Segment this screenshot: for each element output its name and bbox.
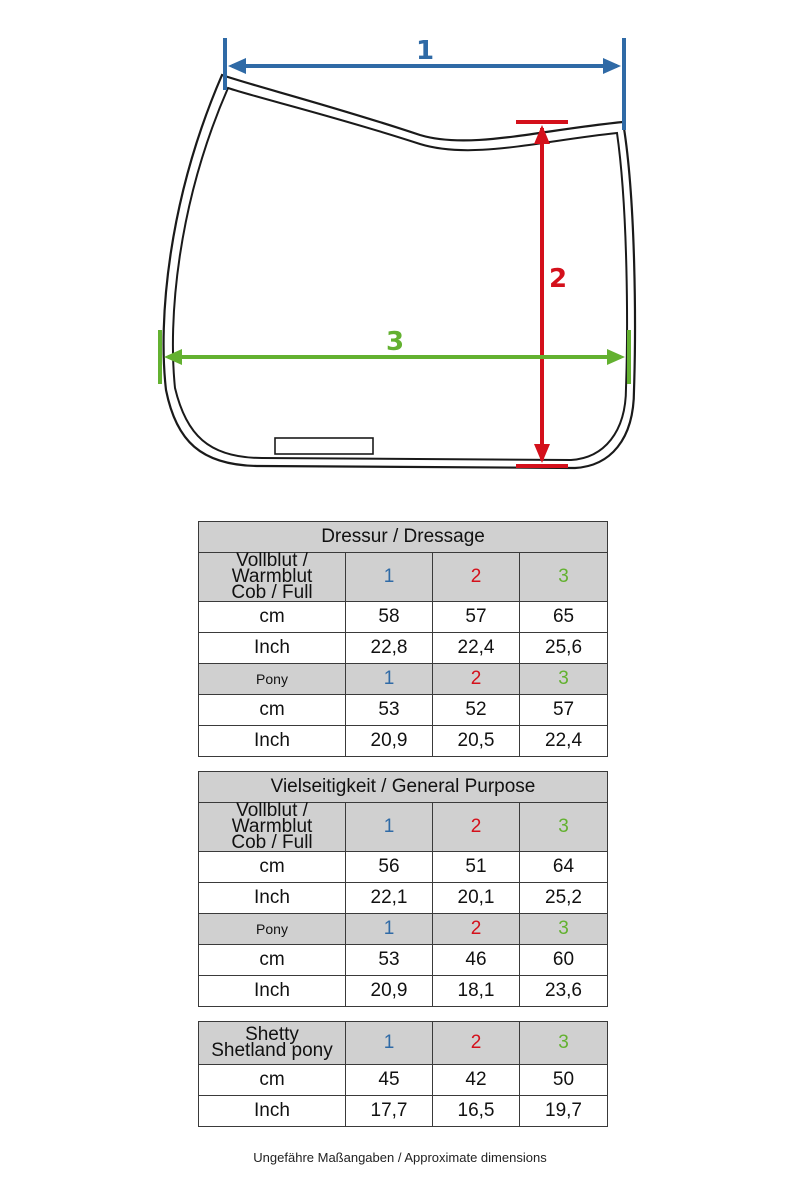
unit-cell: Inch	[199, 1096, 346, 1127]
column-header-3: 3	[520, 803, 608, 852]
value-cell: 20,1	[433, 883, 520, 914]
group-label: Shetty Shetland pony	[199, 1022, 346, 1065]
unit-cell: Inch	[199, 633, 346, 664]
unit-cell: Inch	[199, 883, 346, 914]
column-header-3: 3	[520, 664, 608, 695]
dressage-size-table	[198, 521, 608, 757]
value-cell: 53	[346, 945, 433, 976]
value-cell: 22,4	[520, 726, 608, 757]
value-cell: 16,5	[433, 1096, 520, 1127]
table-row	[199, 976, 608, 1007]
table-row	[199, 633, 608, 664]
value-cell: 64	[520, 852, 608, 883]
marker-2-label: 2	[548, 264, 568, 294]
marker-1-label: 1	[415, 36, 435, 66]
column-header-2: 2	[433, 914, 520, 945]
value-cell: 18,1	[433, 976, 520, 1007]
value-cell: 20,9	[346, 976, 433, 1007]
column-header-2: 2	[433, 664, 520, 695]
group-label: Vollblut / Warmblut Cob / Full	[199, 803, 346, 852]
column-header-1: 1	[346, 803, 433, 852]
unit-cell: cm	[199, 945, 346, 976]
group-label: Pony	[199, 664, 346, 695]
saddle-pad-diagram	[0, 0, 800, 500]
footnote: Ungefähre Maßangaben / Approximate dimensions	[253, 1150, 547, 1165]
value-cell: 50	[520, 1065, 608, 1096]
column-header-2: 2	[433, 1022, 520, 1065]
table-row	[199, 695, 608, 726]
value-cell: 25,2	[520, 883, 608, 914]
value-cell: 52	[433, 695, 520, 726]
value-cell: 20,9	[346, 726, 433, 757]
column-header-3: 3	[520, 914, 608, 945]
unit-cell: cm	[199, 1065, 346, 1096]
value-cell: 57	[520, 695, 608, 726]
value-cell: 22,1	[346, 883, 433, 914]
value-cell: 60	[520, 945, 608, 976]
table-row	[199, 726, 608, 757]
group-label: Vollblut / Warmblut Cob / Full	[199, 553, 346, 602]
group-label: Pony	[199, 914, 346, 945]
column-header-3: 3	[520, 553, 608, 602]
table-row	[199, 1096, 608, 1127]
unit-cell: Inch	[199, 726, 346, 757]
table-row	[199, 852, 608, 883]
value-cell: 45	[346, 1065, 433, 1096]
value-cell: 22,8	[346, 633, 433, 664]
column-header-2: 2	[433, 803, 520, 852]
unit-cell: cm	[199, 852, 346, 883]
value-cell: 58	[346, 602, 433, 633]
table-title: Dressur / Dressage	[199, 522, 608, 553]
value-cell: 65	[520, 602, 608, 633]
unit-cell: cm	[199, 695, 346, 726]
column-header-3: 3	[520, 1022, 608, 1065]
table-row	[199, 1065, 608, 1096]
value-cell: 25,6	[520, 633, 608, 664]
shetty-size-table	[198, 1021, 608, 1127]
table-row	[199, 883, 608, 914]
value-cell: 53	[346, 695, 433, 726]
value-cell: 46	[433, 945, 520, 976]
column-header-1: 1	[346, 553, 433, 602]
value-cell: 51	[433, 852, 520, 883]
general-purpose-size-table	[198, 771, 608, 1007]
value-cell: 23,6	[520, 976, 608, 1007]
column-header-1: 1	[346, 664, 433, 695]
value-cell: 20,5	[433, 726, 520, 757]
marker-2-height	[516, 122, 568, 466]
column-header-2: 2	[433, 553, 520, 602]
value-cell: 22,4	[433, 633, 520, 664]
table-row	[199, 945, 608, 976]
marker-3-label: 3	[385, 327, 405, 357]
unit-cell: Inch	[199, 976, 346, 1007]
value-cell: 42	[433, 1065, 520, 1096]
girth-slot	[275, 438, 373, 454]
column-header-1: 1	[346, 1022, 433, 1065]
value-cell: 56	[346, 852, 433, 883]
table-title: Vielseitigkeit / General Purpose	[199, 772, 608, 803]
value-cell: 17,7	[346, 1096, 433, 1127]
value-cell: 19,7	[520, 1096, 608, 1127]
column-header-1: 1	[346, 914, 433, 945]
value-cell: 57	[433, 602, 520, 633]
unit-cell: cm	[199, 602, 346, 633]
table-row	[199, 602, 608, 633]
